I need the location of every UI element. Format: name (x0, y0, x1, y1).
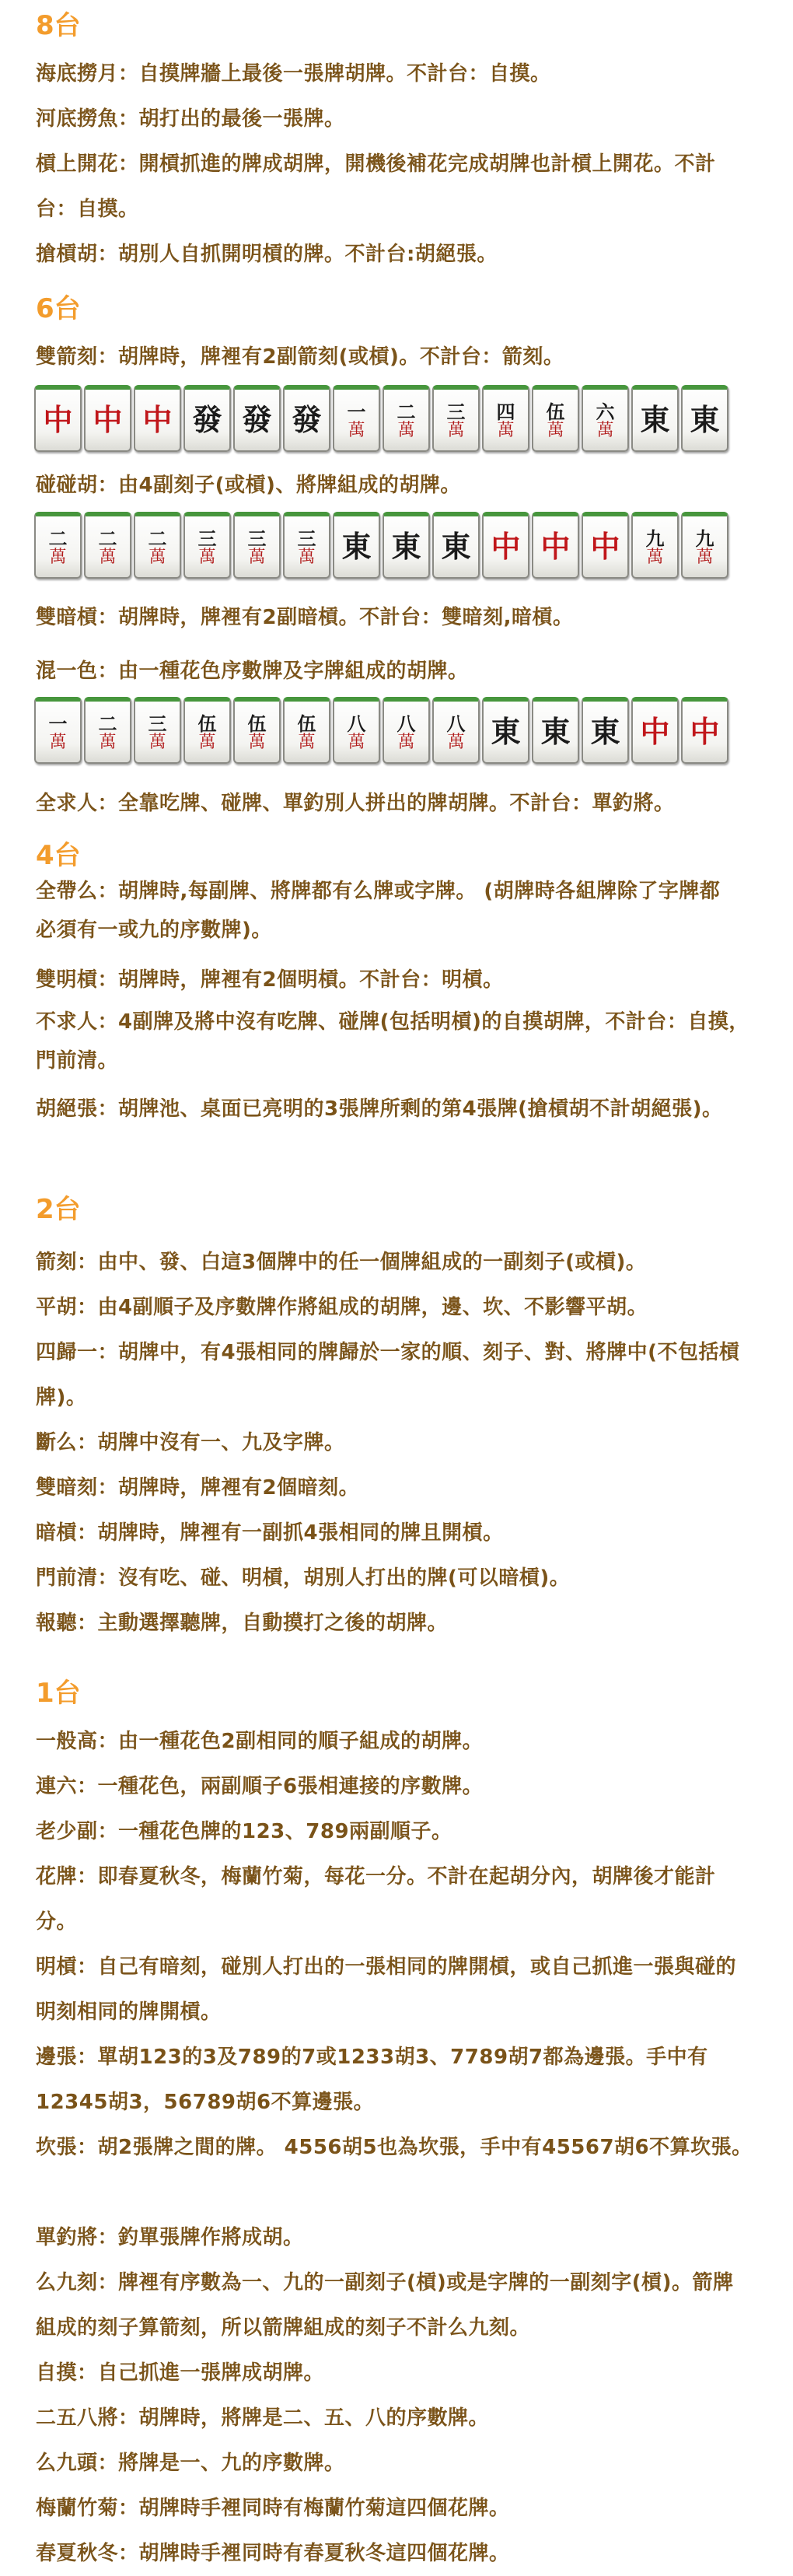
tile-glyph: 發 (292, 402, 322, 437)
tile-glyph: 東 (540, 714, 571, 749)
tile-glyph: 萬 (298, 732, 316, 752)
five-character-tile (233, 697, 281, 764)
red-dragon-tile (681, 697, 728, 764)
eight-character-tile (432, 697, 480, 764)
tile-glyph: 三 (446, 400, 466, 423)
tile-glyph: 萬 (49, 547, 67, 567)
east-wind-tile (333, 512, 380, 579)
east-wind-tile (582, 697, 629, 764)
rule-qiang-gang-hu: 搶槓胡：胡別人自抓開明槓的牌。不計台:胡絕張。 (36, 243, 498, 266)
tile-glyph: 九 (695, 527, 714, 550)
east-wind-tile (631, 385, 679, 452)
rule-shuang-ming-gang: 雙明槓：胡牌時，牌裡有2個明槓。不計台：明槓。 (36, 968, 504, 992)
tile-glyph: 東 (341, 529, 372, 564)
tile-glyph: 二 (98, 712, 117, 735)
tile-glyph: 東 (391, 529, 421, 564)
rule-shuang-jian-ke: 雙箭刻：胡牌時，牌裡有2副箭刻(或槓)。不計台：箭刻。 (36, 345, 564, 369)
east-wind-tile (383, 512, 430, 579)
nine-character-tile (631, 512, 679, 579)
red-dragon-tile (134, 385, 181, 452)
tile-glyph: 中 (640, 714, 670, 749)
tile-glyph: 三 (247, 527, 267, 550)
tile-glyph: 萬 (397, 420, 415, 440)
nine-character-tile (681, 512, 728, 579)
tile-glyph: 伍 (297, 712, 316, 735)
rule-quan-dai-yao: 全帶么：胡牌時,每副牌、將牌都有么牌或字牌。 (胡牌時各組牌除了字牌都必須有一或九的序數牌)。 (36, 880, 721, 942)
rule-mei-lan-zhu-ju: 梅蘭竹菊：胡牌時手裡同時有梅蘭竹菊這四個花牌。 (36, 2497, 510, 2520)
tile-glyph: 發 (192, 402, 222, 437)
eight-character-tile (333, 697, 380, 764)
two-character-tile (134, 512, 181, 579)
tile-glyph: 萬 (646, 547, 664, 567)
section-heading-2-tai: 2台 (36, 1194, 81, 1225)
rule-yi-ban-gao: 一般高：由一種花色2副相同的順子組成的胡牌。 (36, 1730, 484, 1753)
tile-glyph: 東 (590, 714, 620, 749)
rule-shuang-an-ke: 雙暗刻：胡牌時，牌裡有2個暗刻。 (36, 1476, 360, 1500)
tile-row (34, 385, 731, 455)
rule-lian-liu: 連六：一種花色，兩副順子6張相連接的序數牌。 (36, 1775, 484, 1798)
red-dragon-tile (34, 385, 82, 452)
rule-yao-jiu-tou: 么九頭：將牌是一、九的序數牌。 (36, 2452, 345, 2475)
green-dragon-tile (233, 385, 281, 452)
green-dragon-tile (283, 385, 330, 452)
tile-glyph: 中 (590, 529, 620, 564)
tile-glyph: 萬 (348, 420, 365, 440)
rule-jian-ke: 箭刻：由中、發、白這3個牌中的任一個牌組成的一副刻子(或槓)。 (36, 1251, 647, 1274)
three-character-tile (283, 512, 330, 579)
three-character-tile (233, 512, 281, 579)
rule-shuang-an-gang: 雙暗槓：胡牌時，牌裡有2副暗槓。不計台：雙暗刻,暗槓。 (36, 606, 574, 629)
tile-glyph: 萬 (198, 732, 216, 752)
tile-glyph: 萬 (397, 732, 415, 752)
rule-zi-mo: 自摸：自己抓進一張牌成胡牌。 (36, 2361, 325, 2385)
green-dragon-tile (183, 385, 231, 452)
section-heading-6-tai: 6台 (36, 293, 81, 324)
tile-glyph: 東 (640, 402, 670, 437)
tile-glyph: 萬 (447, 420, 465, 440)
eight-character-tile (383, 697, 430, 764)
three-character-tile (134, 697, 181, 764)
rule-er-wu-ba-jiang: 二五八將：胡牌時，將牌是二、五、八的序數牌。 (36, 2406, 490, 2430)
section-heading-1-tai: 1台 (36, 1678, 81, 1709)
east-wind-tile (482, 697, 529, 764)
rule-si-gui-yi: 四歸一：胡牌中，有4張相同的牌歸於一家的順、刻子、對、將牌中(不包括槓牌)。 (36, 1341, 740, 1409)
tile-glyph: 萬 (198, 547, 216, 567)
four-character-tile (482, 385, 529, 452)
tile-glyph: 四 (496, 400, 515, 423)
rule-peng-peng-hu: 碰碰胡：由4副刻子(或槓)、將牌組成的胡牌。 (36, 474, 461, 497)
tile-glyph: 萬 (99, 547, 117, 567)
tile-glyph: 八 (347, 712, 366, 735)
tile-glyph: 萬 (447, 732, 465, 752)
tile-row (34, 512, 731, 582)
tile-glyph: 一 (347, 400, 366, 423)
tile-row (34, 697, 731, 767)
six-character-tile (582, 385, 629, 452)
rule-bao-ting: 報聽：主動選擇聽牌，自動摸打之後的胡牌。 (36, 1612, 449, 1635)
three-character-tile (183, 512, 231, 579)
two-character-tile (34, 512, 82, 579)
tile-glyph: 八 (396, 712, 416, 735)
rule-chun-xia-qiu-dong: 春夏秋冬：胡牌時手裡同時有春夏秋冬這四個花牌。 (36, 2542, 510, 2565)
tile-glyph: 中 (142, 402, 173, 437)
five-character-tile (532, 385, 579, 452)
two-character-tile (383, 385, 430, 452)
one-character-tile (333, 385, 380, 452)
tile-glyph: 萬 (298, 547, 316, 567)
tile-glyph: 東 (491, 714, 521, 749)
rule-dan-diao-jiang: 單釣將：釣單張牌作將成胡。 (36, 2226, 304, 2249)
tile-glyph: 中 (93, 402, 123, 437)
tile-glyph: 萬 (49, 732, 67, 752)
tile-glyph: 伍 (546, 400, 565, 423)
rule-yao-jiu-ke: 么九刻：牌裡有序數為一、九的一副刻子(槓)或是字牌的一副刻字(槓)。箭牌組成的刻子算箭刻，所以箭牌組成的刻子不計么九刻。 (36, 2271, 734, 2340)
tile-glyph: 中 (540, 529, 571, 564)
tile-glyph: 一 (48, 712, 68, 735)
tile-glyph: 發 (242, 402, 272, 437)
rule-men-qian-qing: 門前清：沒有吃、碰、明槓，胡別人打出的牌(可以暗槓)。 (36, 1566, 571, 1590)
one-character-tile (34, 697, 82, 764)
tile-glyph: 萬 (348, 732, 365, 752)
tile-glyph: 萬 (248, 547, 266, 567)
red-dragon-tile (631, 697, 679, 764)
rule-bu-qiu-ren: 不求人：4副牌及將中沒有吃牌、碰牌(包括明槓)的自摸胡牌，不計台：自摸，門前清。 (36, 1010, 749, 1073)
tile-glyph: 東 (690, 402, 720, 437)
tile-glyph: 萬 (497, 420, 515, 440)
two-character-tile (84, 512, 131, 579)
tile-glyph: 萬 (696, 547, 714, 567)
tile-glyph: 中 (43, 402, 73, 437)
east-wind-tile (681, 385, 728, 452)
rule-duan-yao: 斷么：胡牌中沒有一、九及字牌。 (36, 1431, 345, 1454)
east-wind-tile (532, 697, 579, 764)
tile-glyph: 九 (645, 527, 665, 550)
tile-glyph: 三 (197, 527, 217, 550)
three-character-tile (432, 385, 480, 452)
rule-ming-gang: 明槓：自己有暗刻，碰別人打出的一張相同的牌開槓，或自己抓進一張與碰的明刻相同的牌開槓。 (36, 1955, 737, 2024)
section-heading-4-tai: 4台 (36, 840, 81, 871)
red-dragon-tile (532, 512, 579, 579)
tile-glyph: 二 (98, 527, 117, 550)
tile-glyph: 三 (297, 527, 316, 550)
tile-glyph: 萬 (596, 420, 614, 440)
rule-hua-pai: 花牌：即春夏秋冬，梅蘭竹菊，每花一分。不計在起胡分內，胡牌後才能計分。 (36, 1865, 716, 1934)
tile-glyph: 二 (48, 527, 68, 550)
rule-hun-yi-se: 混一色：由一種花色序數牌及字牌組成的胡牌。 (36, 660, 469, 683)
rule-hu-jue-zhang: 胡絕張：胡牌池、桌面已亮明的3張牌所剩的第4張牌(搶槓胡不計胡絕張)。 (36, 1097, 723, 1121)
east-wind-tile (432, 512, 480, 579)
tile-glyph: 萬 (148, 547, 166, 567)
red-dragon-tile (84, 385, 131, 452)
two-character-tile (84, 697, 131, 764)
rule-hedi-laoyu: 河底撈魚：胡打出的最後一張牌。 (36, 107, 345, 131)
rule-gangshang-kaihua: 槓上開花：開槓抓進的牌成胡牌，開機後補花完成胡牌也計槓上開花。不計台：自摸。 (36, 152, 716, 221)
rule-ping-hu: 平胡：由4副順子及序數牌作將組成的胡牌，邊、坎、不影響平胡。 (36, 1296, 648, 1319)
rule-an-gang: 暗槓：胡牌時，牌裡有一副抓4張相同的牌且開槓。 (36, 1521, 504, 1545)
red-dragon-tile (482, 512, 529, 579)
rule-haidi-laoyue: 海底撈月：自摸牌牆上最後一張牌胡牌。不計台：自摸。 (36, 62, 551, 86)
tile-glyph: 伍 (247, 712, 267, 735)
rule-lao-shao-fu: 老少副：一種花色牌的123、789兩副順子。 (36, 1820, 452, 1843)
section-heading-8-tai: 8台 (36, 10, 81, 41)
rule-kan-zhang: 坎張：胡2張牌之間的牌。 4556胡5也為坎張，手中有45567胡6不算坎張。 (36, 2136, 753, 2159)
tile-glyph: 萬 (547, 420, 564, 440)
rule-quan-qiu-ren: 全求人：全靠吃牌、碰牌、單釣別人拼出的牌胡牌。不計台：單釣將。 (36, 792, 675, 815)
tile-glyph: 六 (596, 400, 615, 423)
tile-glyph: 萬 (248, 732, 266, 752)
tile-glyph: 三 (148, 712, 167, 735)
tile-glyph: 二 (148, 527, 167, 550)
rule-bian-zhang: 邊張：單胡123的3及789的7或1233胡3、7789胡7都為邊張。手中有12345胡3，56789胡6不算邊張。 (36, 2046, 708, 2114)
tile-glyph: 八 (446, 712, 466, 735)
red-dragon-tile (582, 512, 629, 579)
tile-glyph: 萬 (148, 732, 166, 752)
five-character-tile (283, 697, 330, 764)
five-character-tile (183, 697, 231, 764)
tile-glyph: 伍 (197, 712, 217, 735)
tile-glyph: 中 (690, 714, 720, 749)
tile-glyph: 東 (441, 529, 471, 564)
tile-glyph: 萬 (99, 732, 117, 752)
tile-glyph: 二 (396, 400, 416, 423)
tile-glyph: 中 (491, 529, 521, 564)
